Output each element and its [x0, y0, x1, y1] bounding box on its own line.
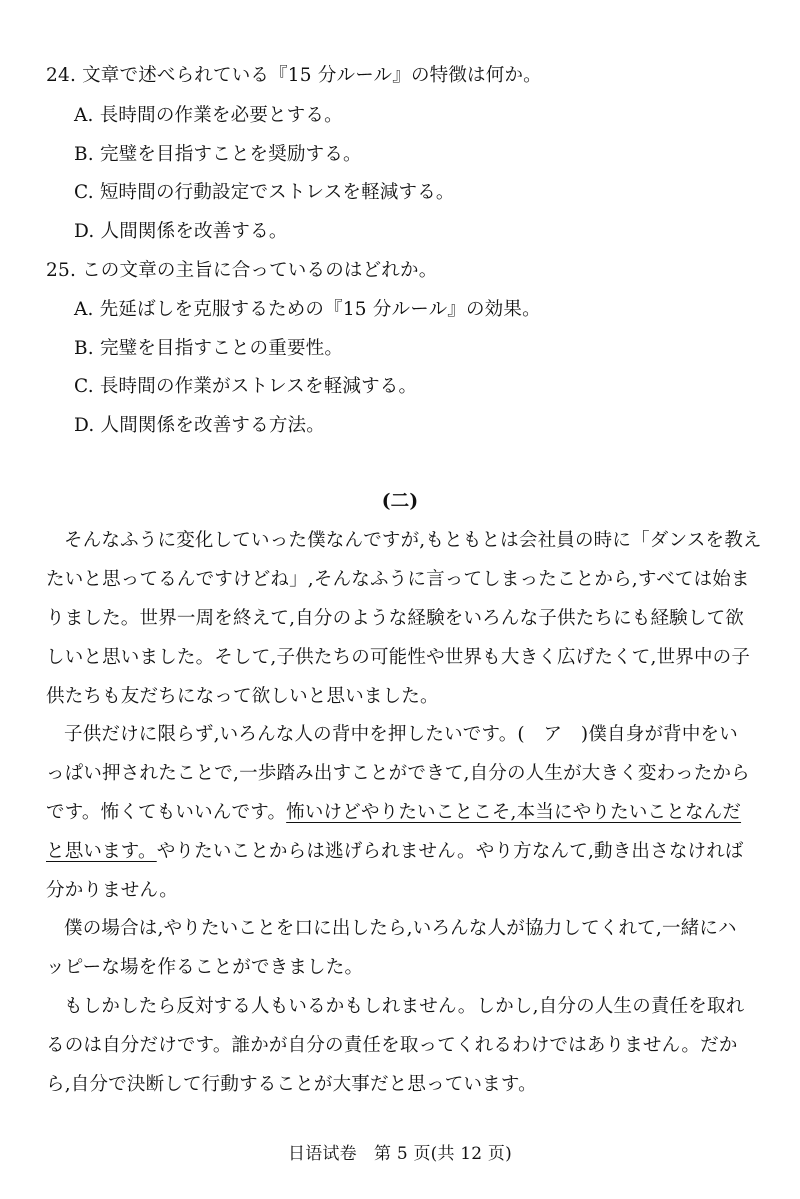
question-25-option-a: A. 先延ばしを克服するための『15 分ルール』の効果。: [74, 299, 541, 320]
underlined-sentence-end: と思います。: [46, 841, 157, 862]
passage-line: 子供だけに限らず,いろんな人の背中を押したいです。( ア )僕自身が背中をい: [64, 724, 738, 745]
question-24-option-c: C. 短時間の行動設定でストレスを軽減する。: [74, 182, 455, 203]
page-footer: 日语试卷 第 5 页(共 12 页): [288, 1144, 512, 1164]
question-24-option-b: B. 完璧を目指すことを奨励する。: [74, 144, 362, 165]
question-25-option-b: B. 完璧を目指すことの重要性。: [74, 338, 344, 359]
passage-line: 僕の場合は,やりたいことを口に出したら,いろんな人が協力してくれて,一緒にハ: [64, 918, 737, 939]
passage-line: [46, 840, 758, 864]
passage-line: るのは自分だけです。誰かが自分の責任を取ってくれるわけではありません。だか: [46, 1035, 738, 1056]
passage-line: そんなふうに変化していった僕なんですが,もともとは会社員の時に「ダンスを教え: [64, 530, 762, 551]
question-25-option-c: C. 長時間の作業がストレスを軽減する。: [74, 376, 418, 397]
passage-line: りました。世界一周を終えて,自分のような経験をいろんな子供たちにも経験して欲: [46, 608, 744, 629]
underlined-sentence: 怖いけどやりたいことこそ,本当にやりたいことなんだ: [286, 802, 742, 823]
question-25-option-d: D. 人間関係を改善する方法。: [74, 415, 325, 436]
passage-line: ッピーな場を作ることができました。: [46, 957, 364, 978]
passage-line: ら,自分で決断して行動することが大事だと思っています。: [46, 1074, 537, 1095]
passage-line: 供たちも友だちになって欲しいと思いました。: [46, 686, 439, 707]
question-25-stem: 25. この文章の主旨に合っているのはどれか。: [46, 260, 438, 281]
question-24-option-d: D. 人間関係を改善する。: [74, 221, 288, 242]
passage-line: [46, 801, 758, 825]
passage-line: もしかしたら反対する人もいるかもしれません。しかし,自分の人生の責任を取れ: [64, 996, 745, 1017]
question-24-stem: 24. 文章で述べられている『15 分ルール』の特徴は何か。: [46, 65, 542, 86]
passage-line: たいと思ってるんですけどね」,そんなふうに言ってしまったことから,すべては始ま: [46, 569, 750, 590]
section-title: (二): [381, 491, 419, 512]
passage-line: しいと思いました。そして,子供たちの可能性や世界も大きく広げたくて,世界中の子: [46, 647, 751, 668]
question-24-option-a: A. 長時間の作業を必要とする。: [74, 105, 343, 126]
passage-text: です。怖くてもいいんです。: [46, 802, 287, 823]
passage-line: 分かりません。: [46, 880, 179, 901]
passage-line: っぱい押されたことで,一歩踏み出すことができて,自分の人生が大きく変わったから: [46, 763, 750, 784]
passage-text: やりたいことからは逃げられません。やり方なんて,動き出さなければ: [156, 841, 744, 862]
